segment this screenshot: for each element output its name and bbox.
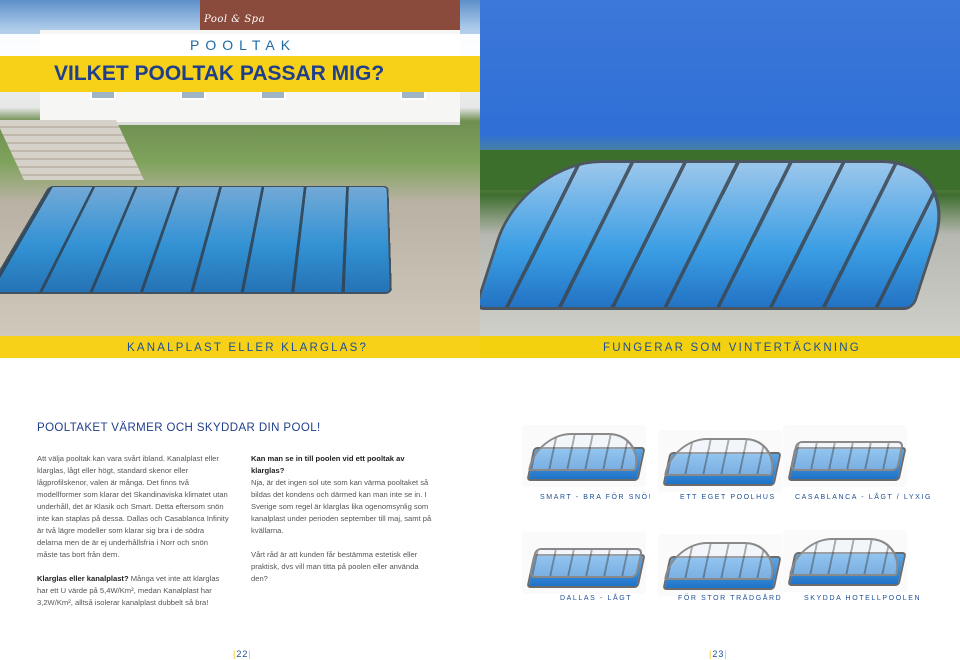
- thumbnail-caption: SMART - BRA FÖR SNÖ!: [540, 494, 653, 501]
- logo: Pool & Spa: [204, 14, 266, 25]
- page-title: VILKET POOLTAK PASSAR MIG?: [54, 62, 385, 85]
- paragraph: Vårt råd är att kunden får bestämma estetisk eller praktisk, dvs vill man titta på poolen eller använda den?: [251, 550, 419, 583]
- brand-label: POOLTAK: [190, 37, 297, 53]
- paragraph: Att välja pooltak kan vara svårt ibland. Kanalplast eller klarglas, lågt eller högt, standard skenor eller lågprofilskenor, valen är många. Det finns två modellformer som klarar det Skandinaviska klimatet utan underhåll, det är Klasik och Smart. Detta eftersom snön inte kan staplas på dessa. Dallas och Casablanca Infinity är två lägre modeller som klarar sig bra i de södra delarna men de är ej underhållsfria i Norr och snön måste tas bort från dem.: [37, 454, 229, 559]
- thumbnail-caption: SKYDDA HOTELLPOOLEN: [804, 595, 922, 602]
- thumbnail-dallas: [522, 532, 646, 594]
- thumbnail-caption: ETT EGET POOLHUS: [680, 494, 776, 501]
- article-headline: POOLTAKET VÄRMER OCH SKYDDAR DIN POOL!: [37, 422, 321, 434]
- text-column-2: [251, 453, 434, 585]
- paragraph: [37, 573, 230, 609]
- text-column-1: [37, 453, 230, 609]
- thumbnail-caption: DALLAS - LÅGT: [560, 595, 633, 602]
- page-number-value: 22: [236, 649, 249, 659]
- thumbnail-casablanca: [783, 425, 907, 487]
- caption-left: KANALPLAST ELLER KLARGLAS?: [127, 342, 369, 354]
- stairs: [0, 120, 144, 180]
- photo-winter-cover: [480, 0, 960, 336]
- pool-cover-image: [0, 186, 392, 294]
- page-number-value: 23: [712, 649, 725, 659]
- thumbnail-caption: FÖR STOR TRÄDGÅRD: [678, 595, 783, 602]
- paragraph: Nja, är det ingen sol ute som kan värma pooltaket så bildas det kondens och därmed kan man inte se in. I Sverige som regel är klarglas lika ogenomsynlig som kanalplast under perioden september till maj, samt på kvällarna.: [251, 478, 432, 535]
- thumbnail-hotell: [783, 530, 907, 592]
- page-number-left: |22|: [233, 649, 252, 659]
- thumbnail-smart: [522, 425, 646, 487]
- question: Klarglas eller kanalplast?: [37, 574, 129, 583]
- thumbnail-poolhus: [658, 430, 782, 492]
- answer: Många vet inte att klarglas har ett U värde på 5,4W/Km², medan Kanalplast har 3,2W/Km², alltså isolerar kanalplast dubbelt så bra!: [37, 574, 220, 607]
- thumbnail-caption: CASABLANCA - LÅGT / LYXIG: [795, 494, 932, 501]
- pool-cover-image: [480, 160, 960, 310]
- question: Kan man se in till poolen vid ett pooltak av klarglas?: [251, 454, 405, 475]
- page-number-right: |23|: [709, 649, 728, 659]
- caption-right: FUNGERAR SOM VINTERTÄCKNING: [603, 342, 861, 354]
- thumbnail-tradgard: [658, 534, 782, 596]
